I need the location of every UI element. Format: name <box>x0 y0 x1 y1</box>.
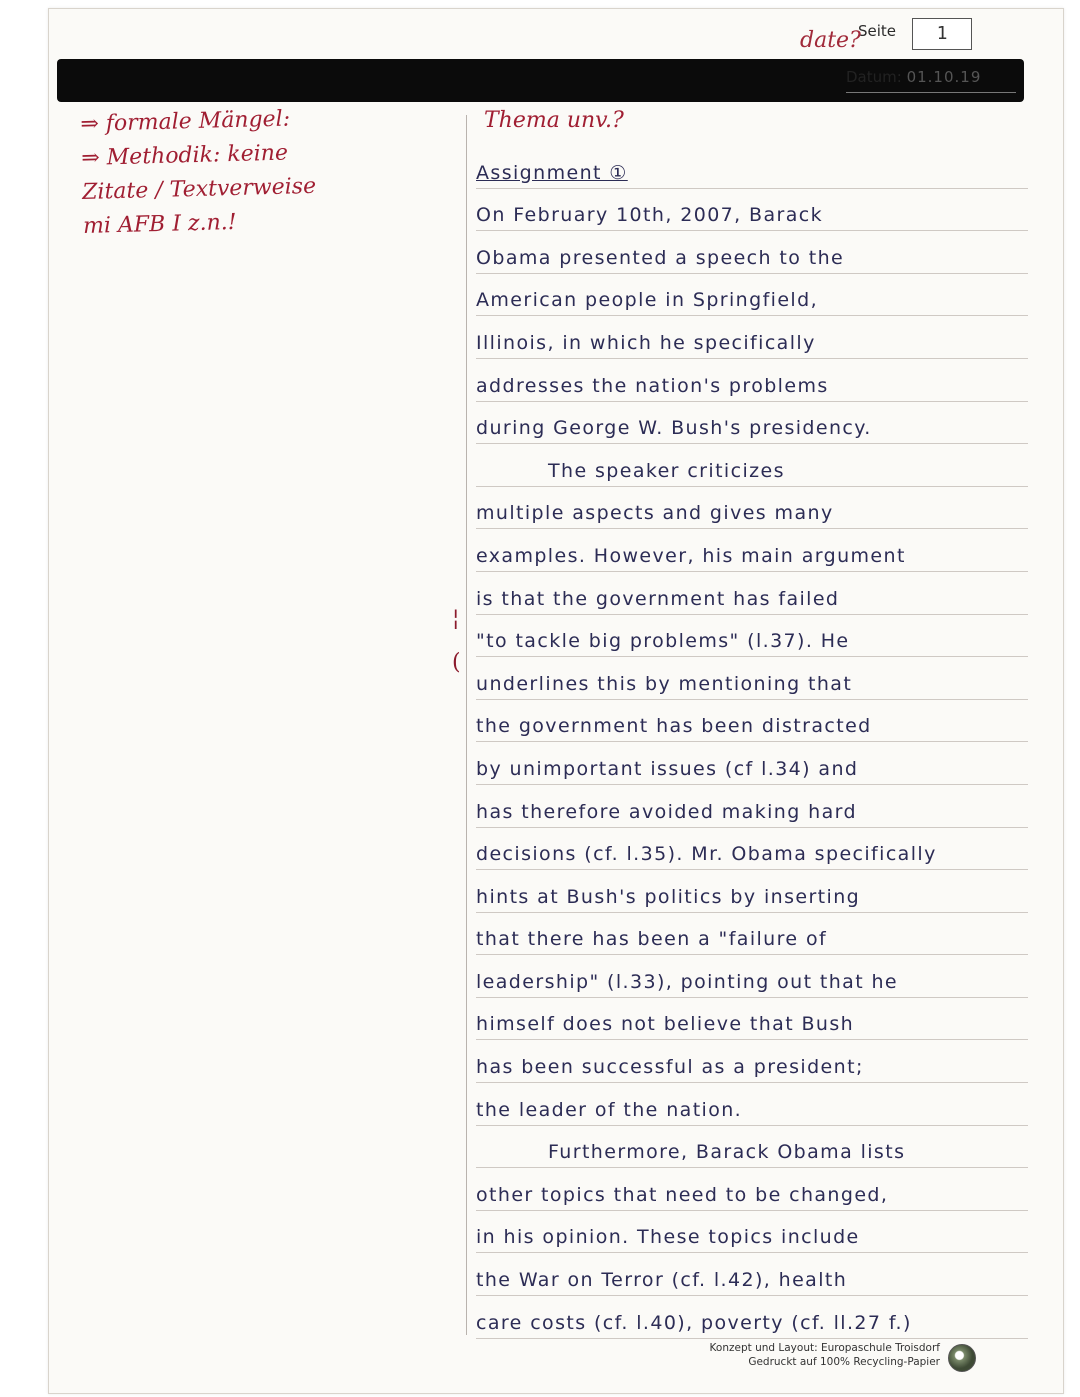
essay-line: Illinois, in which he specifically <box>476 316 1028 359</box>
thema-correction-note: Thema unv.? <box>484 108 624 133</box>
essay-line: hints at Bush's politics by inserting <box>476 870 1028 913</box>
page-number-label: Seite <box>858 22 897 40</box>
margin-note-line: ⇒ Methodik: keine <box>80 140 289 171</box>
essay-line: by unimportant issues (cf l.34) and <box>476 742 1028 785</box>
date-correction-note: date? <box>800 28 861 53</box>
margin-bracket-mark: ( <box>452 650 461 675</box>
assignment-heading: Assignment ① <box>476 161 628 184</box>
essay-line <box>476 146 1028 189</box>
date-value: 01.10.19 <box>906 68 982 86</box>
essay-line: The speaker criticizes <box>476 444 1028 487</box>
essay-line: during George W. Bush's presidency. <box>476 402 1028 445</box>
date-underline <box>846 92 1016 93</box>
essay-line: American people in Springfield, <box>476 274 1028 317</box>
margin-bracket-mark: ¦ <box>452 606 460 631</box>
essay-line: multiple aspects and gives many <box>476 487 1028 530</box>
essay-line: the War on Terror (cf. l.42), health <box>476 1253 1028 1296</box>
essay-line: decisions (cf. l.35). Mr. Obama specifically <box>476 828 1028 871</box>
essay-text <box>476 146 1028 1339</box>
essay-line: himself does not believe that Bush <box>476 998 1028 1041</box>
essay-line: care costs (cf. l.40), poverty (cf. ll.27 f.) <box>476 1296 1028 1339</box>
margin-note-line: Zitate / Textverweise <box>81 173 317 205</box>
essay-line: addresses the nation's problems <box>476 359 1028 402</box>
essay-line: other topics that need to be changed, <box>476 1168 1028 1211</box>
essay-line: is that the government has failed <box>476 572 1028 615</box>
recycling-logo-icon <box>948 1344 976 1372</box>
essay-line: in his opinion. These topics include <box>476 1211 1028 1254</box>
essay-line: underlines this by mentioning that <box>476 657 1028 700</box>
essay-line: leadership" (l.33), pointing out that he <box>476 955 1028 998</box>
essay-line: has therefore avoided making hard <box>476 785 1028 828</box>
essay-line: On February 10th, 2007, Barack <box>476 189 1028 232</box>
margin-note-line: ⇒ formale Mängel: <box>80 106 291 137</box>
footer-line: Konzept und Layout: Europaschule Troisdorf <box>709 1342 940 1354</box>
essay-line: that there has been a "failure of <box>476 913 1028 956</box>
page-number-box: 1 <box>912 18 972 50</box>
essay-line: examples. However, his main argument <box>476 529 1028 572</box>
essay-line: has been successful as a president; <box>476 1040 1028 1083</box>
paper-footer <box>700 1341 940 1369</box>
essay-line: Obama presented a speech to the <box>476 231 1028 274</box>
essay-line: "to tackle big problems" (l.37). He <box>476 615 1028 658</box>
date-field <box>846 68 981 86</box>
essay-line: the leader of the nation. <box>476 1083 1028 1126</box>
essay-line: Furthermore, Barack Obama lists <box>476 1126 1028 1169</box>
essay-line: the government has been distracted <box>476 700 1028 743</box>
footer-line: Gedruckt auf 100% Recycling-Papier <box>748 1356 940 1368</box>
date-label: Datum: <box>846 68 902 86</box>
margin-rule <box>466 115 467 1335</box>
teacher-margin-notes <box>80 98 463 244</box>
margin-note-line: mi AFB I z.n.! <box>82 209 237 239</box>
